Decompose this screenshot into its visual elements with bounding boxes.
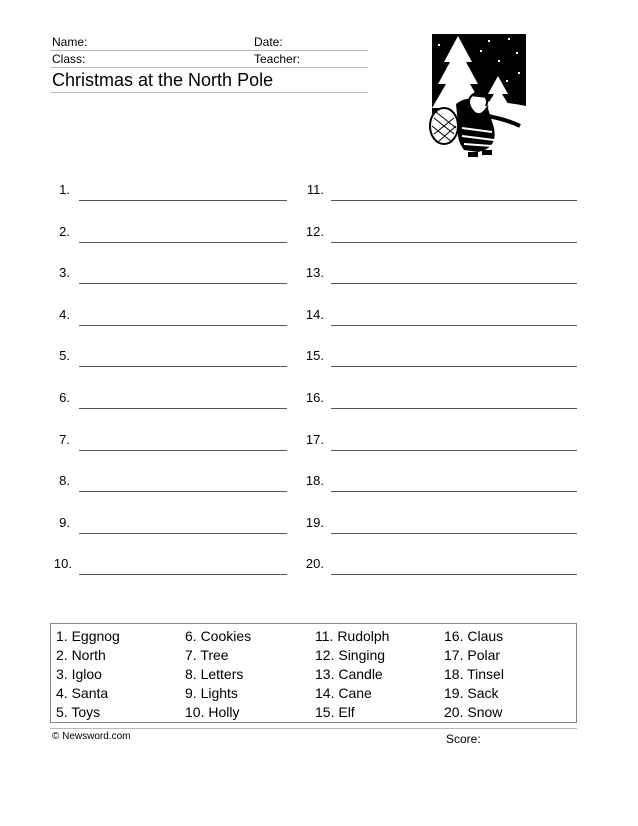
word-bank-item: 4. Santa [56,685,109,701]
question-number: 9. [59,515,70,530]
question-number: 5. [59,348,70,363]
footer-rule [50,728,577,729]
question-number: 2. [59,224,70,239]
question-number: 16. [305,390,324,405]
answer-line[interactable] [79,200,287,201]
word-bank-item: 14. Cane [315,685,372,701]
question-number: 14. [305,307,324,322]
word-bank-item: 19. Sack [444,685,499,701]
class-teacher-rule [50,67,368,68]
word-bank-item: 11. Rudolph [315,628,390,644]
question-number: 19. [305,515,324,530]
name-date-rule [50,50,368,51]
word-bank [50,623,577,723]
word-bank-item: 3. Igloo [56,666,102,682]
question-number: 6. [59,390,70,405]
date-label: Date: [254,35,283,49]
santa-with-sack-icon [428,32,528,168]
answer-line[interactable] [331,574,577,575]
answer-line[interactable] [79,450,287,451]
question-number: 8. [59,473,70,488]
question-number: 13. [305,265,324,280]
question-number: 4. [59,307,70,322]
question-number: 10. [53,556,72,571]
answer-line[interactable] [79,574,287,575]
answer-line[interactable] [331,283,577,284]
answer-line[interactable] [79,242,287,243]
answer-line[interactable] [79,366,287,367]
question-number: 1. [59,182,70,197]
answer-line[interactable] [331,491,577,492]
word-bank-item: 7. Tree [185,647,229,663]
score-label: Score: [446,732,481,746]
question-number: 7. [59,432,70,447]
class-label: Class: [52,52,86,66]
question-number: 20. [305,556,324,571]
answer-line[interactable] [331,325,577,326]
question-number: 3. [59,265,70,280]
word-bank-item: 8. Letters [185,666,244,682]
answer-line[interactable] [79,491,287,492]
word-bank-item: 20. Snow [444,704,503,720]
question-number: 12. [305,224,324,239]
word-bank-item: 6. Cookies [185,628,252,644]
word-bank-item: 12. Singing [315,647,386,663]
question-number: 18. [305,473,324,488]
answer-line[interactable] [79,408,287,409]
answer-line[interactable] [79,325,287,326]
name-label: Name: [52,35,88,49]
answer-line[interactable] [331,450,577,451]
word-bank-item: 15. Elf [315,704,355,720]
question-number: 11. [306,182,324,197]
word-bank-item: 16. Claus [444,628,504,644]
word-bank-item: 9. Lights [185,685,238,701]
answer-line[interactable] [331,533,577,534]
word-bank-item: 2. North [56,647,106,663]
word-bank-item: 18. Tinsel [444,666,504,682]
answer-line[interactable] [331,242,577,243]
teacher-label: Teacher: [254,52,301,66]
answer-line[interactable] [331,366,577,367]
word-bank-item: 5. Toys [56,704,101,720]
page-title: Christmas at the North Pole [52,70,274,90]
word-bank-item: 10. Holly [185,704,240,720]
word-bank-item: 13. Candle [315,666,383,682]
question-number: 15. [305,348,324,363]
answer-line[interactable] [79,533,287,534]
question-number: 17. [305,432,324,447]
title-rule [50,92,368,93]
copyright: © Newsword.com [52,731,131,742]
answer-line[interactable] [79,283,287,284]
word-bank-item: 17. Polar [444,647,501,663]
answer-line[interactable] [331,200,577,201]
answer-line[interactable] [331,408,577,409]
word-bank-item: 1. Eggnog [56,628,120,644]
